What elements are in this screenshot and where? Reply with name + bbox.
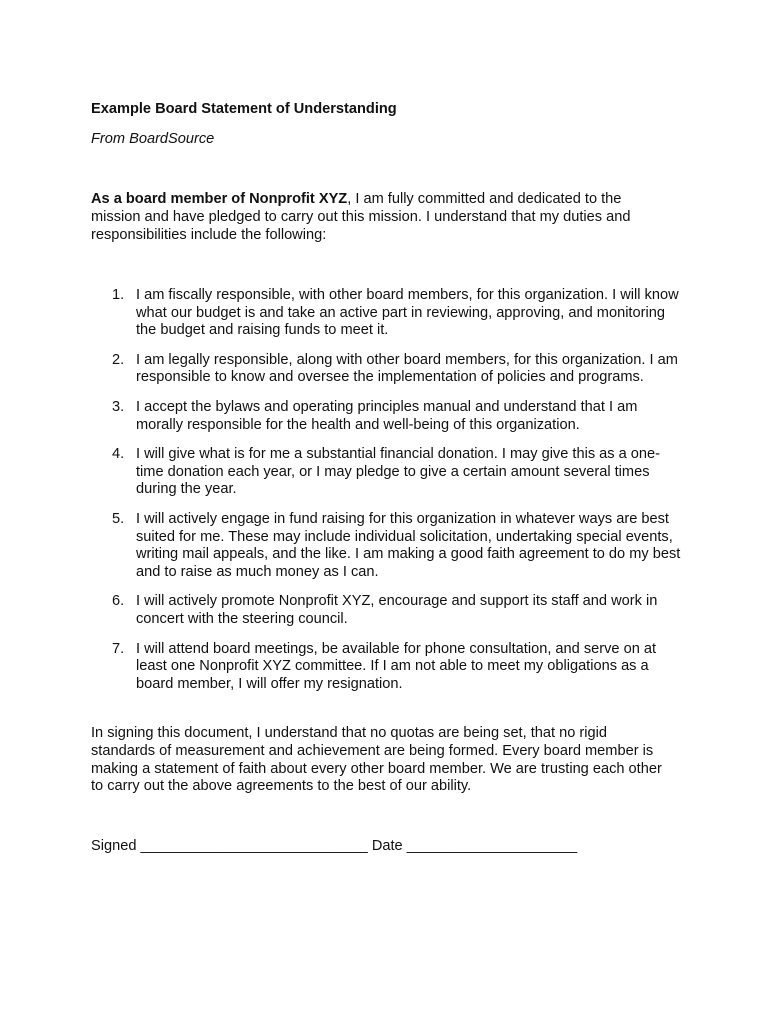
date-label: Date [371,838,403,854]
intro-rest: , I am fully committed and dedicated to the mission and have pledged to carry out this mission. I understand that my duties and responsibilities include the following: [91,191,631,243]
list-item [91,287,681,340]
date-blank[interactable]: _____________________ [406,838,578,854]
list-item [91,352,681,387]
list-item-text: I accept the bylaws and operating principles manual and understand that I am morally responsible for the health and well-being of this organization. [136,398,638,433]
list-item [91,593,681,628]
duties-list [91,287,691,705]
list-item-text: I will give what is for me a substantial financial donation. I may give this as a one-time donation each year, or I may pledge to give a certain amount several times during the year. [136,446,661,498]
list-item [91,641,681,694]
intro-bold-lead: As a board member of Nonprofit XYZ [91,191,348,207]
list-item-text: I will actively promote Nonprofit XYZ, encourage and support its staff and work in concert with the steering council. [136,593,658,627]
list-item [91,399,681,434]
list-item [91,511,681,581]
list-item-text: I am fiscally responsible, with other board members, for this organization. I will know what our budget is and take an active part in reviewing, approving, and monitoring the budget and raising funds to meet it. [136,287,679,339]
signed-label: Signed [91,838,137,854]
list-item-number: 6. [112,593,125,610]
intro-paragraph [91,190,671,244]
document-subtitle: From BoardSource [91,131,215,147]
list-item-number: 1. [112,287,125,303]
list-item-number: 4. [112,446,125,463]
list-item-number: 7. [112,640,125,657]
list-item-number: 2. [112,351,125,368]
list-item-text: I will attend board meetings, be available for phone consultation, and serve on at least one Nonprofit XYZ committee. If I am not able to meet my obligations as a board member, I will offer my resignation. [136,640,657,692]
signature-line [91,837,577,855]
list-item [91,446,681,499]
signed-blank[interactable]: ____________________________ [140,838,368,854]
list-item-number: 3. [112,398,125,415]
list-item-text: I am legally responsible, along with other board members, for this organization. I am responsible to know and oversee the implementation of policies and programs. [136,351,678,386]
list-item-number: 5. [112,510,125,527]
list-item-text: I will actively engage in fund raising for this organization in whatever ways are best suited for me. These may include individual solicitation, undertaking special events, writing mail appeals, and the like. I am making a good faith agreement to do my best and to raise as much money as I can. [136,510,681,580]
document-title: Example Board Statement of Understanding [91,101,397,117]
closing-paragraph: In signing this document, I understand that no quotas are being set, that no rigid standards of measurement and achievement are being formed. Every board member is making a statement of faith about every other board member. We are trusting each other to carry out the above agreements to the best of our ability. [91,725,662,795]
